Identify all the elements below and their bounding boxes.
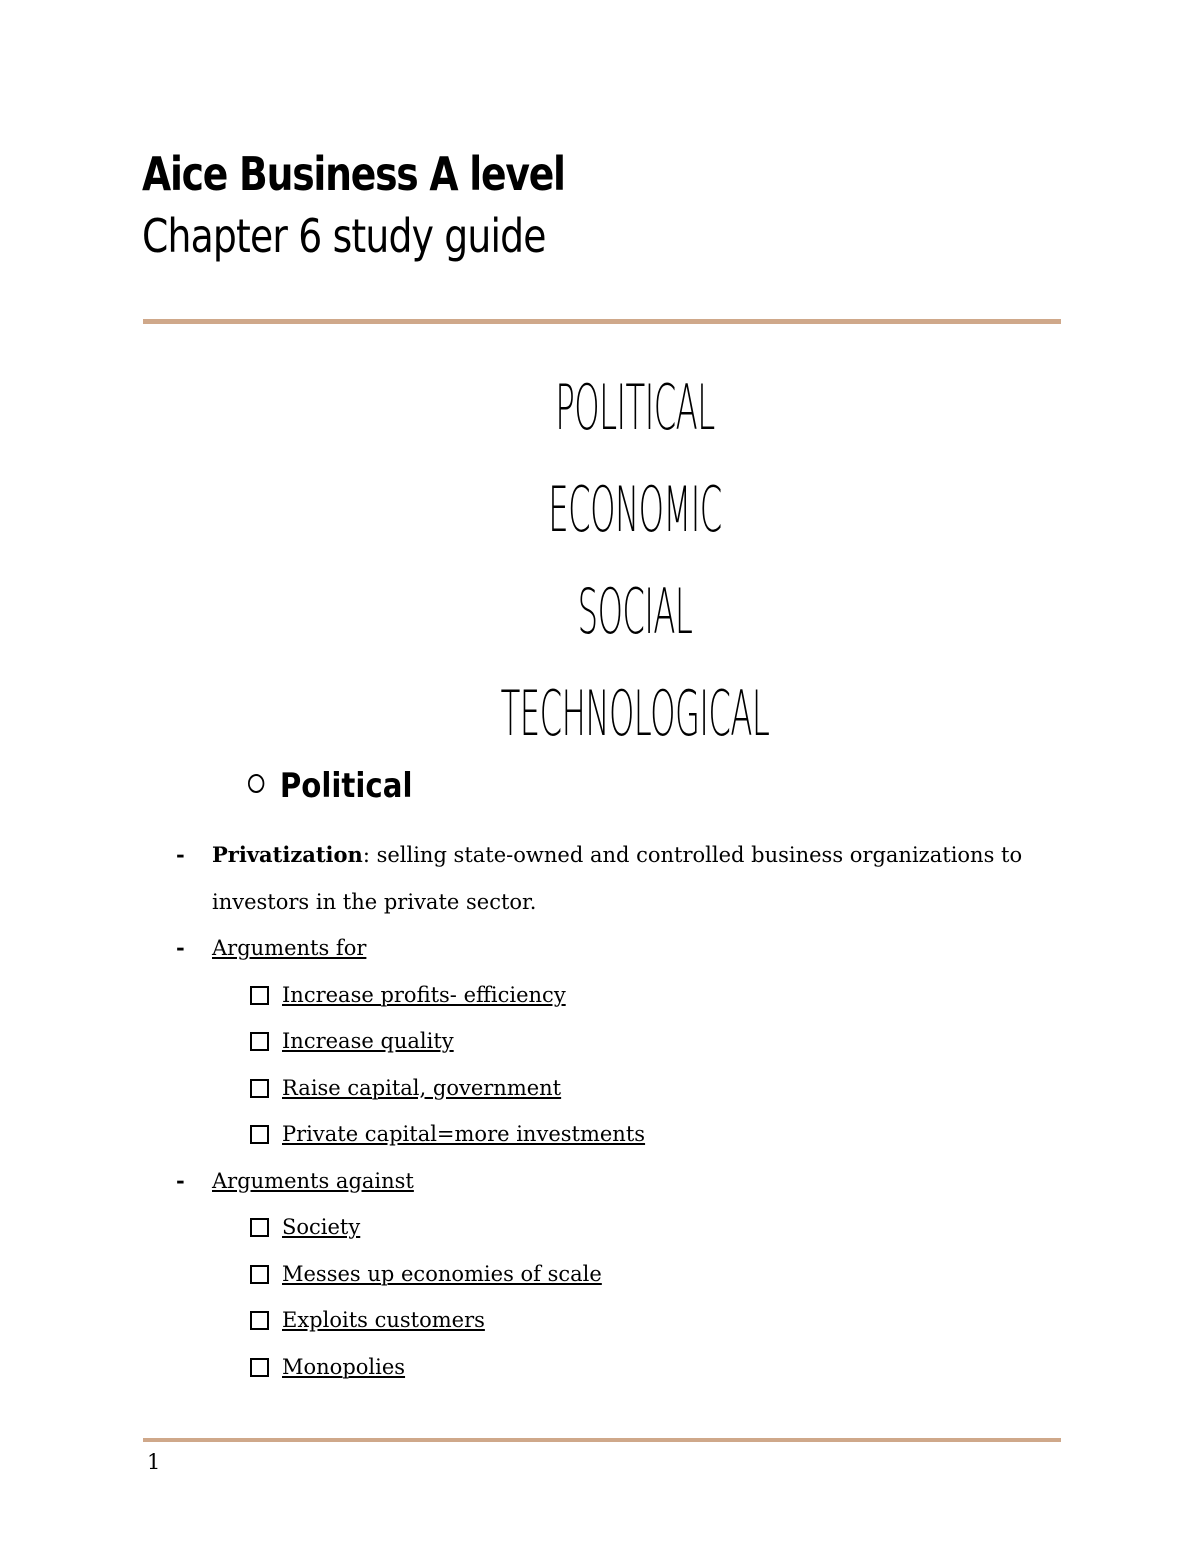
list-item: [176, 972, 1056, 1019]
list-item-text: Exploits customers: [282, 1308, 485, 1332]
pest-economic: ECONOMIC: [548, 473, 722, 546]
definition-text: : selling state-owned and controlled business organizations to investors in the private sector.: [212, 843, 1023, 914]
list-item: [176, 1018, 1056, 1065]
list-item-text: Messes up economies of scale: [282, 1261, 602, 1286]
list-item: [176, 1204, 1056, 1251]
list-item-text: Monopolies: [282, 1354, 406, 1379]
checkbox-icon: [250, 1032, 269, 1051]
checkbox-icon: [250, 1358, 269, 1377]
checkbox-icon: [250, 1079, 269, 1098]
section-heading-text: Political: [279, 766, 413, 806]
page-number: 1: [147, 1450, 161, 1474]
section-body: [176, 832, 1056, 1390]
section-heading: [248, 766, 412, 806]
arguments-for-label: Arguments for: [212, 936, 367, 960]
list-item: [176, 1297, 1056, 1344]
pest-list: [0, 365, 1200, 773]
top-divider: [143, 319, 1061, 324]
dash-bullet-icon: -: [176, 1167, 185, 1193]
list-item: [176, 1111, 1056, 1158]
definition-item: [176, 832, 1056, 925]
list-item: [176, 1065, 1056, 1112]
list-item-text: Private capital=more investments: [282, 1122, 646, 1146]
list-item-text: Increase quality: [282, 1029, 454, 1053]
bottom-divider: [143, 1438, 1061, 1442]
arguments-against-label: Arguments against: [212, 1168, 414, 1193]
list-item-text: Increase profits- efficiency: [282, 982, 566, 1007]
checkbox-icon: [250, 1265, 269, 1284]
list-item-text: Raise capital, government: [282, 1075, 562, 1100]
pest-political: POLITICAL: [555, 371, 715, 444]
document-title: [142, 147, 565, 264]
arguments-for-list: [176, 972, 1056, 1158]
circle-bullet-icon: [248, 774, 264, 793]
title-line-2: Chapter 6 study guide: [142, 209, 546, 264]
checkbox-icon: [250, 986, 269, 1005]
checkbox-icon: [250, 1218, 269, 1237]
title-line-1: Aice Business A level: [142, 147, 565, 201]
definition-term: Privatization: [212, 842, 363, 867]
dash-bullet-icon: -: [176, 935, 185, 960]
checkbox-icon: [250, 1311, 269, 1330]
pest-technological: TECHNOLOGICAL: [500, 677, 770, 750]
list-item: [176, 1251, 1056, 1298]
pest-social: SOCIAL: [577, 575, 693, 648]
list-item: [176, 1344, 1056, 1391]
list-item-text: Society: [282, 1215, 361, 1239]
arguments-against-item: [176, 1158, 1056, 1205]
dash-bullet-icon: -: [176, 842, 185, 867]
arguments-for-item: [176, 925, 1056, 972]
checkbox-icon: [250, 1125, 269, 1144]
arguments-against-list: [176, 1204, 1056, 1390]
